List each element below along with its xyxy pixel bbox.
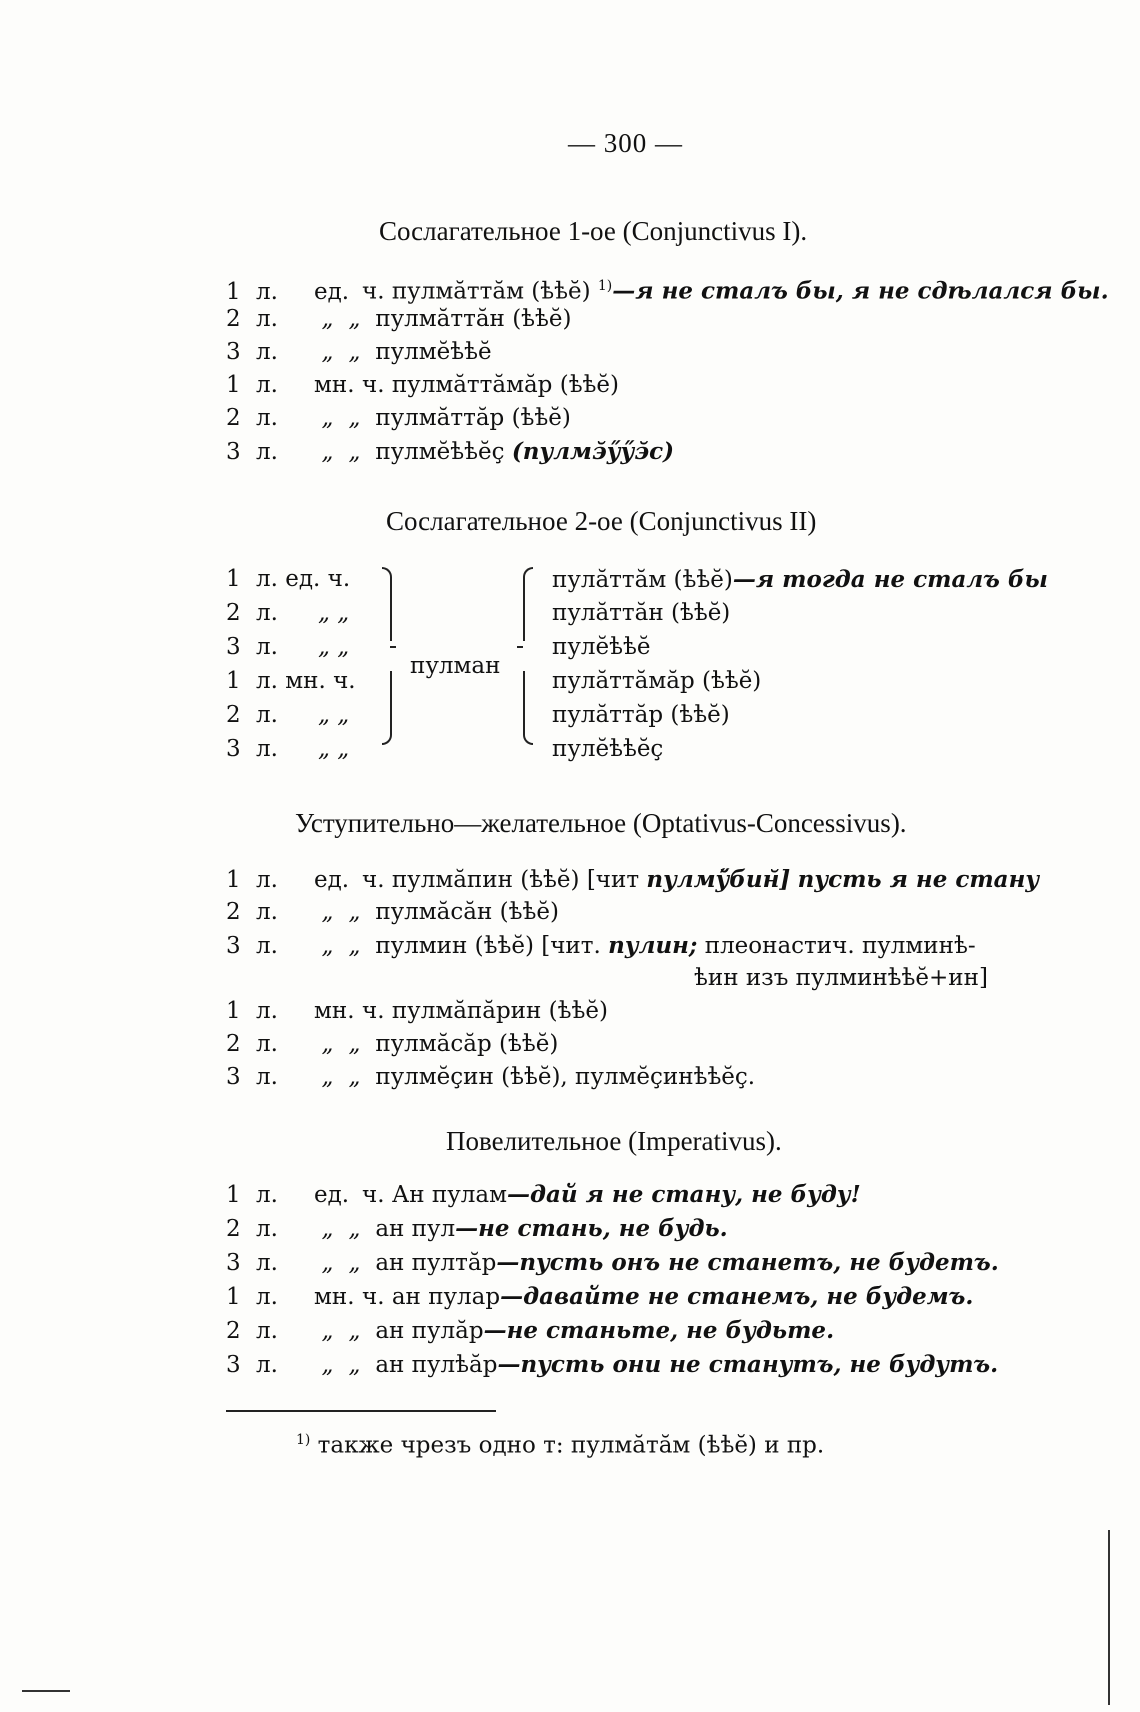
imp-row-3: 3 л. „ „ ан пултăр—пусть онъ не станетъ, не будетъ.: [226, 1249, 999, 1276]
heading-imperativus: Повелительное (Imperativus).: [446, 1126, 782, 1156]
conj2-left-4: 1 л. мн. ч.: [226, 668, 356, 694]
scan-edge-line: [1108, 1530, 1110, 1705]
conj1-row-3: 3 л. „ „ пулмĕѣѣĕ: [226, 339, 492, 365]
opening-brace-tip: [517, 646, 523, 648]
conj2-stem: пулман: [410, 653, 501, 679]
conj1-row-5: 2 л. „ „ пулмăттăр (ѣѣĕ): [226, 405, 571, 431]
opening-brace: [523, 567, 533, 641]
conj2-right-3: пулĕѣѣĕ: [552, 634, 651, 660]
closing-brace: [382, 567, 392, 641]
conj2-right-1: пулăттăм (ѣѣĕ)—я тогда не сталъ бы: [552, 566, 1048, 593]
conj2-right-5: пулăттăр (ѣѣĕ): [552, 702, 730, 728]
conj2-left-6: 3 л. „ „: [226, 736, 350, 762]
conj2-left-1: 1 л. ед. ч.: [226, 566, 351, 592]
imp-row-4: 1 л. мн. ч. ан пулар—давайте не станемъ, не будемъ.: [226, 1283, 974, 1310]
footnote-rule: [226, 1410, 496, 1412]
footnote: $^{1)}$ также чрезъ одно т: пулмăтăм (ѣѣĕ) и пр.: [296, 1432, 825, 1459]
conj1-row-2: 2 л. „ „ пулмăттăн (ѣѣĕ): [226, 306, 572, 332]
opt-row-3: 3 л. „ „ пулмин (ѣѣĕ) [чит. пул͏͏ин; плеонастич. пулминѣ-: [226, 932, 976, 959]
conj2-left-2: 2 л. „ „: [226, 600, 350, 626]
opt-row-2: 2 л. „ „ пулмăсăн (ѣѣĕ): [226, 899, 559, 925]
imp-row-2: 2 л. „ „ ан пул—не стань, не будь.: [226, 1215, 728, 1242]
opt-row-4: 1 л. мн. ч. пулмăпăрин (ѣѣĕ): [226, 998, 608, 1024]
opt-row-5: 2 л. „ „ пулмăсăр (ѣѣĕ): [226, 1031, 559, 1057]
imp-row-6: 3 л. „ „ ан пулѣăр—пусть они не станутъ, не будутъ.: [226, 1351, 999, 1378]
conj2-right-6: пулĕѣѣĕç: [552, 736, 664, 762]
heading-conjunctivus-1: Сослагательное 1-ое (Conjunctivus I).: [379, 216, 808, 246]
conj2-left-3: 3 л. „ „: [226, 634, 350, 660]
conj2-right-2: пулăттăн (ѣѣĕ): [552, 600, 731, 626]
opt-row-3-continuation: ѣин изъ пулминѣѣĕ+ин]: [694, 965, 988, 991]
heading-optativus: Уступительно—желательное (Optativus-Concessivus).: [295, 808, 907, 838]
conj2-left-5: 2 л. „ „: [226, 702, 350, 728]
imp-row-5: 2 л. „ „ ан пулăр—не станьте, не будьте.: [226, 1317, 835, 1344]
closing-brace-tip: [390, 646, 396, 648]
opt-row-6: 3 л. „ „ пулмĕçин (ѣѣĕ), пулмĕçинѣѣĕç.: [226, 1064, 756, 1090]
scan-mark: [22, 1690, 70, 1692]
closing-brace-lower: [382, 671, 392, 745]
heading-conjunctivus-2: Сослагательное 2-ое (Conjunctivus II): [386, 506, 817, 536]
conj1-row-6: 3 л. „ „ пулмĕѣѣĕç (пул͏мэ̆ӳӳэ̆с): [226, 438, 674, 465]
footnote-ref: 1): [597, 278, 613, 294]
page-number: — 300 —: [568, 128, 683, 158]
conj2-right-4: пулăттăмăр (ѣѣĕ): [552, 668, 762, 694]
conj1-row-4: 1 л. мн. ч. пулмăттăмăр (ѣѣĕ): [226, 372, 620, 398]
opt-row-1: 1 л. ед. ч. пулмăпин (ѣѣĕ) [чит пулмӳ̆бин̆] пусть я не стану: [226, 866, 1040, 893]
conj1-row-1: 1 л. ед. ч. пулмăттăм (ѣѣĕ) $^{1)}$—я не сталъ бы, я не сдѣлался бы.: [226, 277, 1109, 305]
opening-brace-lower: [523, 671, 533, 745]
imp-row-1: 1 л. ед. ч. Ан пулам—дай я не стану, не буду!: [226, 1181, 861, 1208]
